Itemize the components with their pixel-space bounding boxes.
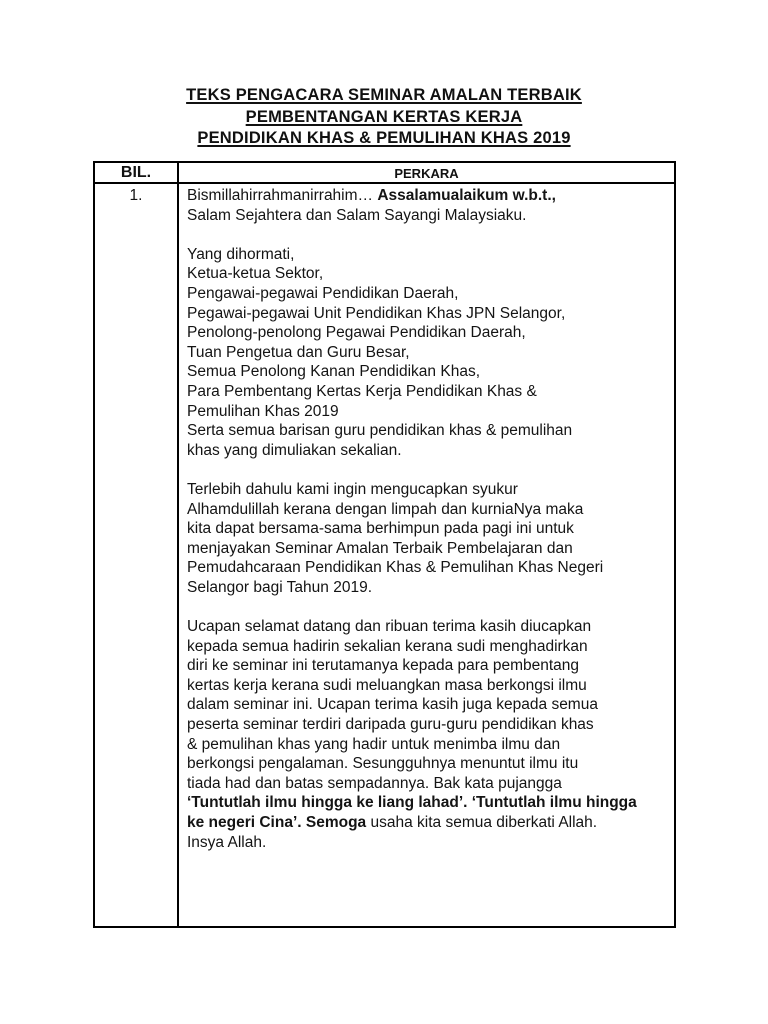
text-line [187,284,670,304]
text-line [187,343,670,363]
text-line [187,441,670,461]
text-run: peserta seminar terdiri daripada guru-guru pendidikan khas [187,716,594,734]
text-run: Tuan Pengetua dan Guru Besar, [187,343,410,361]
text-line [187,656,670,676]
text-line [187,637,670,657]
paragraph-block [187,480,670,598]
text-line [187,715,670,735]
text-run: diri ke seminar ini terutamanya kepada para pembentang [187,657,580,675]
title-line [0,128,768,150]
paragraph-block [187,245,670,461]
text-run: Terlebih dahulu kami ingin mengucapkan syukur [187,480,518,498]
text-line [187,539,670,559]
text-line [187,617,670,637]
table-row [94,183,675,927]
text-run: & pemulihan khas yang hadir untuk menimba ilmu dan [187,735,561,753]
text-run: usaha kita semua diberkati Allah. [370,814,598,831]
text-run: Ucapan selamat datang dan ribuan terima kasih diucapkan [187,618,592,636]
text-run: Pegawai-pegawai Unit Pendidikan Khas JPN Selangor, [187,304,566,322]
paragraph-block [187,186,670,225]
text-run: Selangor bagi Tahun 2019. [187,578,373,596]
title-line-1: TEKS PENGACARA SEMINAR AMALAN TERBAIK [186,86,582,104]
table-header-bil: BIL. [94,162,178,183]
bold-text-run: Assalamualaikum w.b.t., [377,187,556,204]
row-number-cell: 1. [94,183,178,927]
text-run: tiada had dan batas sempadannya. Bak kata pujangga [187,774,562,792]
text-run: Salam Sejahtera dan Salam Sayangi Malaysiaku. [187,206,527,224]
row-content-cell [178,183,675,927]
text-line [187,558,670,578]
text-run: Pengawai-pegawai Pendidikan Daerah, [187,284,459,302]
text-line [187,676,670,696]
text-line [187,695,670,715]
bold-text-run: ke negeri Cina’. Semoga [187,814,371,831]
text-line [187,402,670,422]
title-line-2: PEMBENTANGAN KERTAS KERJA [245,107,523,126]
text-line [187,500,670,520]
text-run: kepada semua hadirin sekalian kerana sudi menghadirkan [187,637,588,655]
text-run: khas yang dimuliakan sekalian. [187,441,402,459]
text-run: Bismillahirrahmanirrahim… [187,187,378,204]
text-line [187,421,670,441]
text-line [187,264,670,284]
text-line [187,206,670,226]
text-run: Ketua-ketua Sektor, [187,265,324,283]
text-line [187,833,670,853]
text-line [187,480,670,500]
text-line [187,304,670,324]
title-line [0,107,768,129]
text-line [187,735,670,755]
paragraph-block [187,617,670,852]
content-table [93,161,676,928]
text-run: Insya Allah. [187,833,267,851]
text-line [187,578,670,598]
text-line [187,754,670,774]
text-run: Yang dihormati, [187,245,295,263]
title-line-3: PENDIDIKAN KHAS & PEMULIHAN KHAS 2019 [197,129,571,147]
text-run: Pemudahcaraan Pendidikan Khas & Pemulihan Khas Negeri [187,559,604,577]
text-run: Pemulihan Khas 2019 [187,402,339,420]
text-run: menjayakan Seminar Amalan Terbaik Pembelajaran dan [187,539,573,557]
text-run: Penolong-penolong Pegawai Pendidikan Daerah, [187,324,526,342]
text-run: dalam seminar ini. Ucapan terima kasih juga kepada semua [187,696,598,714]
text-run: Alhamdulillah kerana dengan limpah dan kurniaNya maka [187,500,584,518]
table-header-perkara: PERKARA [178,162,675,183]
text-line [187,382,670,402]
text-line [187,323,670,343]
text-run: kertas kerja kerana sudi meluangkan masa berkongsi ilmu [187,676,587,694]
text-line [187,813,670,833]
text-line [187,245,670,265]
document-title [0,85,768,150]
table-header-row [94,162,675,183]
text-line [187,519,670,539]
text-run: kita dapat bersama-sama berhimpun pada pagi ini untuk [187,520,574,538]
text-line [187,186,670,206]
text-run: berkongsi pengalaman. Sesungguhnya menuntut ilmu itu [187,755,579,773]
text-line [187,362,670,382]
text-run: Para Pembentang Kertas Kerja Pendidikan Khas & [187,382,537,400]
text-run: Serta semua barisan guru pendidikan khas & pemulihan [187,422,573,440]
bold-text-run: ‘Tuntutlah ilmu hingga ke liang lahad’. ‘Tuntutlah ilmu hingga [187,794,637,812]
title-line [0,85,768,107]
text-run: Semua Penolong Kanan Pendidikan Khas, [187,363,480,381]
text-line [187,793,670,813]
text-line [187,774,670,794]
